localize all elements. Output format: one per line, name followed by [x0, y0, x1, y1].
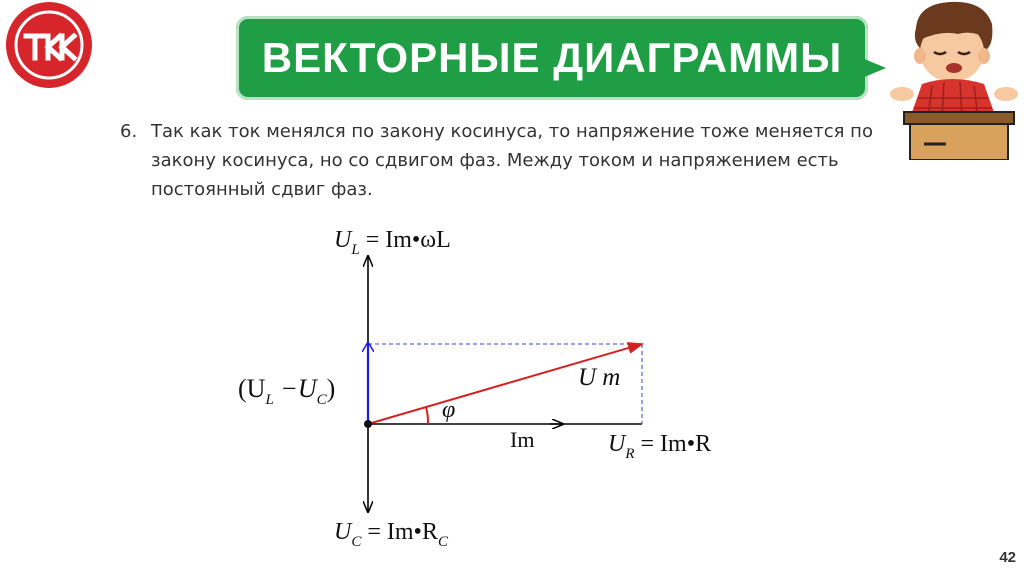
speech-bubble-tail	[862, 58, 886, 78]
content-paragraph	[120, 117, 880, 204]
logo-icon	[4, 0, 94, 90]
um-label: U m	[578, 364, 621, 391]
paragraph-text: Так как ток менялся по закону косинуса, то напряжение тоже меняется по закону косинуса, но со сдвигом фаз. Между током и напряжением есть постоянный сдвиг фаз.	[151, 121, 873, 200]
phi-label: φ	[442, 397, 456, 423]
ul-minus-uc-label: $(U_L -U_C)$	[238, 374, 336, 408]
title-banner	[236, 16, 868, 100]
origin-point	[364, 420, 372, 428]
ul-label: $U_L$ = Im•ωL	[334, 227, 451, 258]
phase-angle-arc	[426, 407, 428, 424]
ur-label: $U_R$ = Im•R	[608, 431, 712, 462]
page-number: 42	[999, 549, 1016, 566]
uc-label: $U_C$ = $Im•R_C$	[334, 519, 448, 550]
im-label: Im	[510, 427, 535, 452]
page-title: ВЕКТОРНЫЕ ДИАГРАММЫ	[261, 34, 843, 81]
teacher-illustration-icon	[888, 0, 1024, 160]
vector-diagram	[220, 215, 760, 560]
item-number: 6.	[120, 121, 138, 142]
